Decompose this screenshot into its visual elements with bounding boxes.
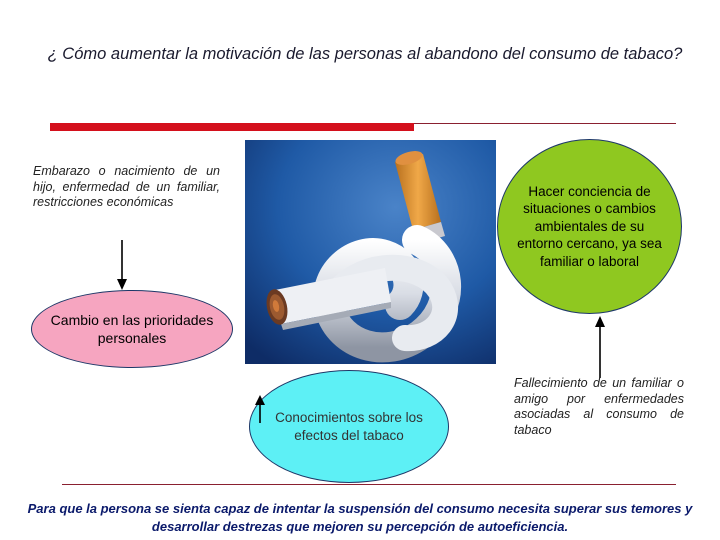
arrow-up-icon: [252, 395, 268, 423]
title-underline-rule: [414, 123, 676, 124]
knowledge-label: Conocimientos sobre los efectos del tabaco: [275, 409, 423, 443]
knotted-cigarette-image: [245, 140, 496, 364]
bottom-divider: [62, 484, 676, 485]
awareness-ellipse: [497, 139, 682, 314]
factors-text-left: Embarazo o nacimiento de un hijo, enfermedad de un familiar, restricciones económicas: [33, 164, 220, 209]
arrow-down-icon: [114, 240, 130, 290]
conclusion-text: Para que la persona se sienta capaz de intentar la suspensión del consumo necesita superar sus temores y desarrollar destrezas que mejoren su percepción de autoeficiencia.: [27, 501, 693, 534]
knowledge-ellipse: [249, 370, 449, 483]
arrow-up-icon: [592, 316, 608, 378]
slide-title: ¿ Cómo aumentar la motivación de las personas al abandono del consumo de tabaco?: [47, 45, 683, 63]
awareness-label: Hacer conciencia de situaciones o cambios ambientales de su entorno cercano, ya sea familiar o laboral: [517, 183, 662, 269]
priorities-ellipse: [31, 290, 233, 368]
factors-text-right: Fallecimiento de un familiar o amigo por enfermedades asociadas al consumo de tabaco: [514, 376, 684, 437]
title-underline-accent: [50, 123, 414, 131]
priorities-label: Cambio en las prioridades personales: [50, 312, 214, 346]
